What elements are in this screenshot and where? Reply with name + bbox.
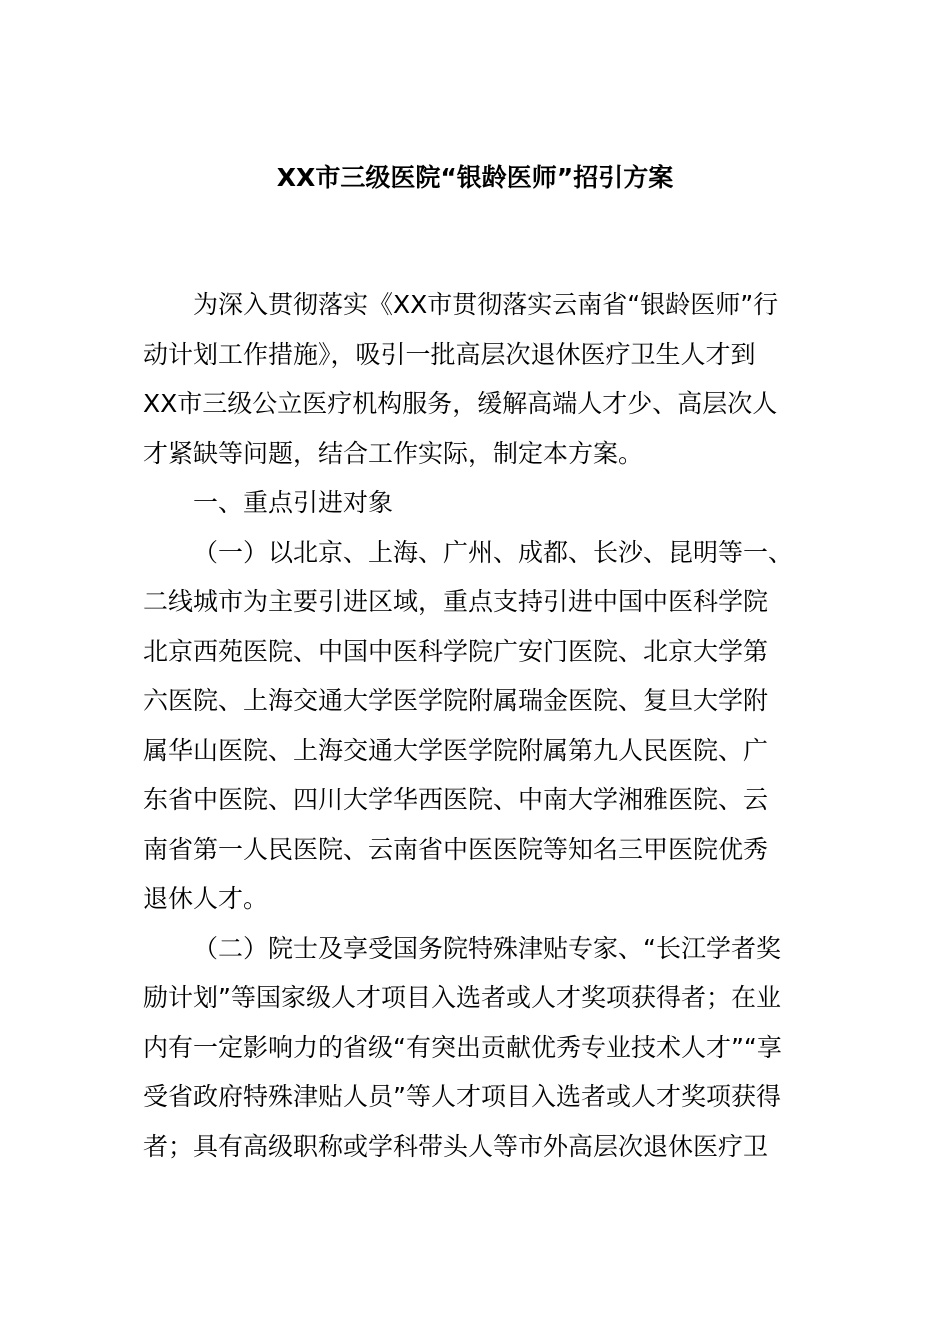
section-heading-1 bbox=[143, 478, 807, 528]
heading-text: 一、重点引进对象 bbox=[193, 488, 394, 517]
text-line: 北京西苑医院、中国中医科学院广安门医院、北京大学第 bbox=[143, 636, 769, 666]
text-line: 南省第一人民医院、云南省中医医院等知名三甲医院优秀 bbox=[143, 834, 769, 864]
document-body bbox=[143, 280, 807, 1171]
text-line: （一）以北京、上海、广州、成都、长沙、昆明等一、 bbox=[193, 537, 794, 567]
text-line: （二）院士及享受国务院特殊津贴专家、“长江学者奖 bbox=[193, 933, 781, 963]
document-title: XX市三级医院“银龄医师”招引方案 bbox=[276, 163, 674, 192]
text-line: 六医院、上海交通大学医学院附属瑞金医院、复旦大学附 bbox=[143, 686, 769, 715]
text-line: 退休人才。 bbox=[143, 884, 269, 913]
text-line: 内有一定影响力的省级“有突出贡献优秀专业技术人才”“享 bbox=[143, 1032, 782, 1062]
text-line: 动计划工作措施》，吸引一批高层次退休医疗卫生人才到 bbox=[143, 339, 756, 369]
text-line: 者；具有高级职称或学科带头人等市外高层次退休医疗卫 bbox=[143, 1131, 769, 1161]
text-line: 才紧缺等问题，结合工作实际，制定本方案。 bbox=[143, 438, 644, 468]
text-line: 励计划”等国家级人才项目入选者或人才奖项获得者；在业 bbox=[143, 983, 781, 1012]
text-line: 为深入贯彻落实《XX市贯彻落实云南省“银龄医师”行 bbox=[193, 290, 779, 319]
text-line: 属华山医院、上海交通大学医学院附属第九人民医院、广 bbox=[143, 735, 769, 765]
text-line: XX市三级公立医疗机构服务，缓解高端人才少、高层次人 bbox=[143, 389, 778, 418]
text-line: 东省中医院、四川大学华西医院、中南大学湘雅医院、云 bbox=[143, 785, 769, 814]
intro-paragraph bbox=[143, 280, 807, 478]
text-line: 二线城市为主要引进区域，重点支持引进中国中医科学院 bbox=[143, 587, 769, 616]
text-line: 受省政府特殊津贴人员”等人才项目入选者或人才奖项获得 bbox=[143, 1082, 781, 1111]
item-1-paragraph bbox=[143, 528, 807, 924]
item-2-paragraph bbox=[143, 924, 807, 1172]
